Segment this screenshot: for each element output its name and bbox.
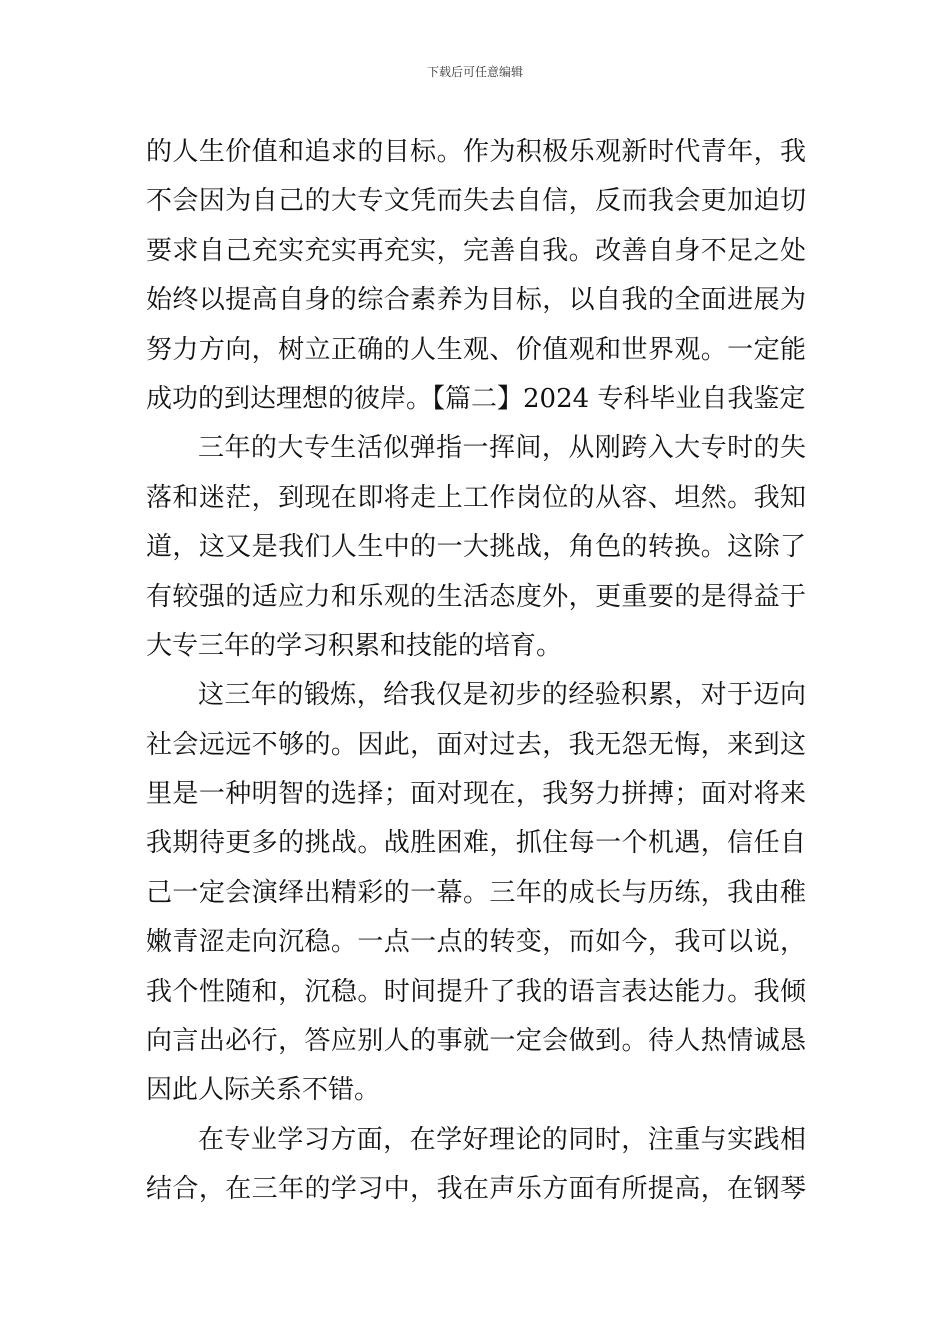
paragraph [146, 671, 806, 1116]
text-line: 的人生价值和追求的目标。作为积极乐观新时代青年，我 [146, 137, 806, 167]
text-line: 这三年的锻炼，给我仅是初步的经验积累，对于迈向 [198, 680, 806, 711]
paragraph [146, 1116, 806, 1215]
text-line: 不会因为自己的大专文凭而失去自信，反而我会更加迫切 [146, 186, 806, 217]
text-line: 我期待更多的挑战。战胜困难，抓住每一个机遇，信任自 [146, 828, 806, 859]
text-line: 大专三年的学习积累和技能的培育。 [146, 630, 563, 661]
text-line: 结合，在三年的学习中，我在声乐方面有所提高，在钢琴 [146, 1174, 806, 1205]
document-body [146, 128, 806, 1215]
text-line: 有较强的适应力和乐观的生活态度外，更重要的是得益于 [146, 581, 806, 612]
page-header: 下载后可任意编辑 [426, 65, 523, 79]
text-line: 三年的大专生活似弹指一挥间，从刚跨入大专时的失 [198, 433, 806, 464]
text-line: 在专业学习方面，在学好理论的同时，注重与实践相 [198, 1124, 806, 1155]
text-line: 努力方向，树立正确的人生观、价值观和世界观。一定能 [146, 334, 806, 365]
text-line: 因此人际关系不错。 [146, 1075, 381, 1106]
text-line: 嫩青涩走向沉稳。一点一点的转变，而如今，我可以说， [146, 927, 806, 958]
paragraph [146, 424, 806, 671]
text-line: 己一定会演绎出精彩的一幕。三年的成长与历练，我由稚 [146, 877, 806, 908]
text-line: 里是一种明智的选择；面对现在，我努力拼搏；面对将来 [146, 779, 806, 810]
text-line: 向言出必行，答应别人的事就一定会做到。待人热情诚恳 [146, 1026, 806, 1057]
text-line: 社会远远不够的。因此，面对过去，我无怨无悔，来到这 [146, 729, 806, 760]
text-line: 成功的到达理想的彼岸。【篇二】2024 专科毕业自我鉴定 [146, 383, 806, 414]
text-line: 我个性随和，沉稳。时间提升了我的语言表达能力。我倾 [146, 976, 806, 1007]
text-line: 道，这又是我们人生中的一大挑战，角色的转换。这除了 [146, 532, 806, 563]
text-line: 落和迷茫，到现在即将走上工作岗位的从容、坦然。我知 [146, 482, 806, 513]
text-line: 要求自己充实充实再充实，完善自我。改善自身不足之处 [146, 235, 806, 266]
paragraph [146, 128, 806, 424]
text-line: 始终以提高自身的综合素养为目标，以自我的全面进展为 [146, 285, 806, 316]
